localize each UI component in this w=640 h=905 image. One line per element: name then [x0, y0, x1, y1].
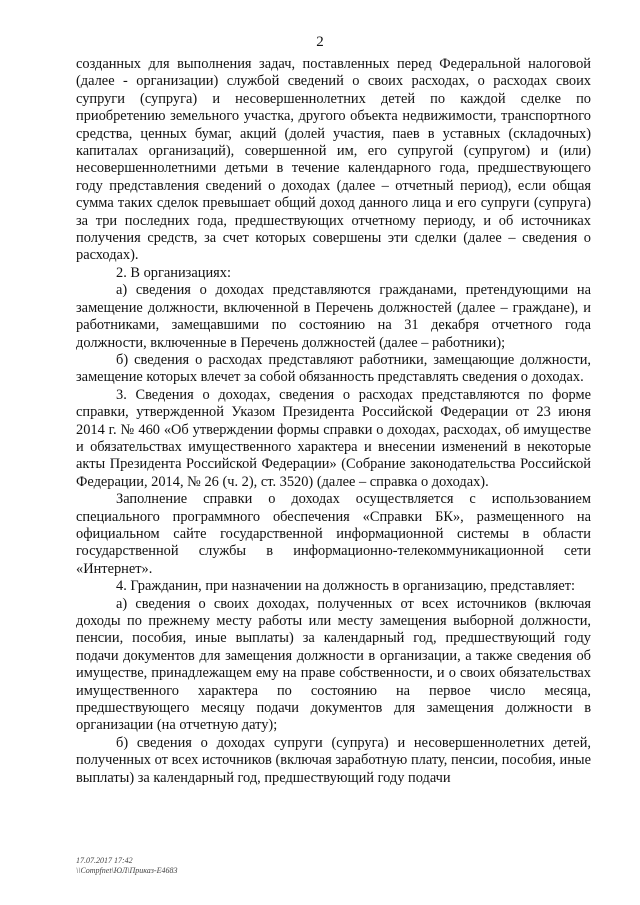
paragraph-item-2a: а) сведения о доходах представляются гражданами, претендующими на замещение должности, включенной в Перечень должностей (далее – граждане), и работниками, замещавшими по состоянию на 31 декабря отчетного года должности, включенные в Перечень должностей (далее – работники); — [76, 282, 591, 351]
footer-file-path: \\Compfnet\ЮЛ\Приказ-Е4683 — [76, 866, 178, 875]
page-number: 2 — [316, 34, 324, 50]
footer-stamp — [76, 856, 177, 876]
paragraph-intro-continuation: созданных для выполнения задач, поставленных перед Федеральной налоговой (далее - организации) службой сведений о своих расходах, о расходах своих супруги (супруга) и несовершеннолетних детей по каждой сделке по приобретению земельного участка, другого объекта недвижимости, транспортного средства, ценных бумаг, акций (долей участия, паев в уставных (складочных) капиталах организаций), совершенной им, его супругой (супругом) и (или) несовершеннолетними детьми в течение календарного года, предшествующего году представления сведений о доходах (далее – отчетный период), если общая сумма таких сделок превышает общий доход данного лица и его супруги (супруга) за три последних года, предшествующих отчетному периоду, и об источниках получения средств, за счет которых совершены эти сделки (далее – сведения о расходах). — [76, 56, 591, 264]
document-body — [76, 56, 591, 787]
paragraph-item-4: 4. Гражданин, при назначении на должность в организацию, представляет: — [116, 578, 576, 595]
paragraph-item-2: 2. В организациях: — [116, 264, 231, 281]
paragraph-item-2b: б) сведения о расходах представляют работники, замещающие должности, замещение которых влечет за собой обязанность представлять сведения о доходах. — [76, 351, 591, 386]
footer-timestamp: 17.07.2017 17:42 — [76, 856, 133, 865]
paragraph-item-3: 3. Сведения о доходах, сведения о расходах представляются по форме справки, утвержденной Указом Президента Российской Федерации от 23 июня 2014 г. № 460 «Об утверждении формы справки о доходах, расходах, об имуществе и обязательствах имущественного характера и внесении изменений в некоторые акты Президента Российской Федерации» (Собрание законодательства Российской Федерации, 2014, № 26 (ч. 2), ст. 3520) (далее – справка о доходах). — [76, 386, 591, 490]
paragraph-form-filling: Заполнение справки о доходах осуществляется с использованием специального программного обеспечения «Справки БК», размещенного на официальном сайте государственной информационной системы в области государственной службы в информационно-телекоммуникационной сети «Интернет». — [76, 491, 591, 577]
paragraph-item-4a: а) сведения о своих доходах, полученных от всех источников (включая доходы по прежнему месту работы или месту замещения выборной должности, пенсии, пособия, иные выплаты) за календарный год, предшествующий году подачи документов для замещения должности в организации, а также сведения об имуществе, принадлежащем ему на праве собственности, и о своих обязательствах имущественного характера по состоянию на первое число месяца, предшествующего месяцу подачи документов для замещения должности в организации (на отчетную дату); — [76, 595, 591, 734]
paragraph-item-4b: б) сведения о доходах супруги (супруга) и несовершеннолетних детей, полученных от всех источников (включая заработную плату, пенсии, пособия, иные выплаты) за календарный год, предшествующий году подачи — [76, 734, 591, 786]
